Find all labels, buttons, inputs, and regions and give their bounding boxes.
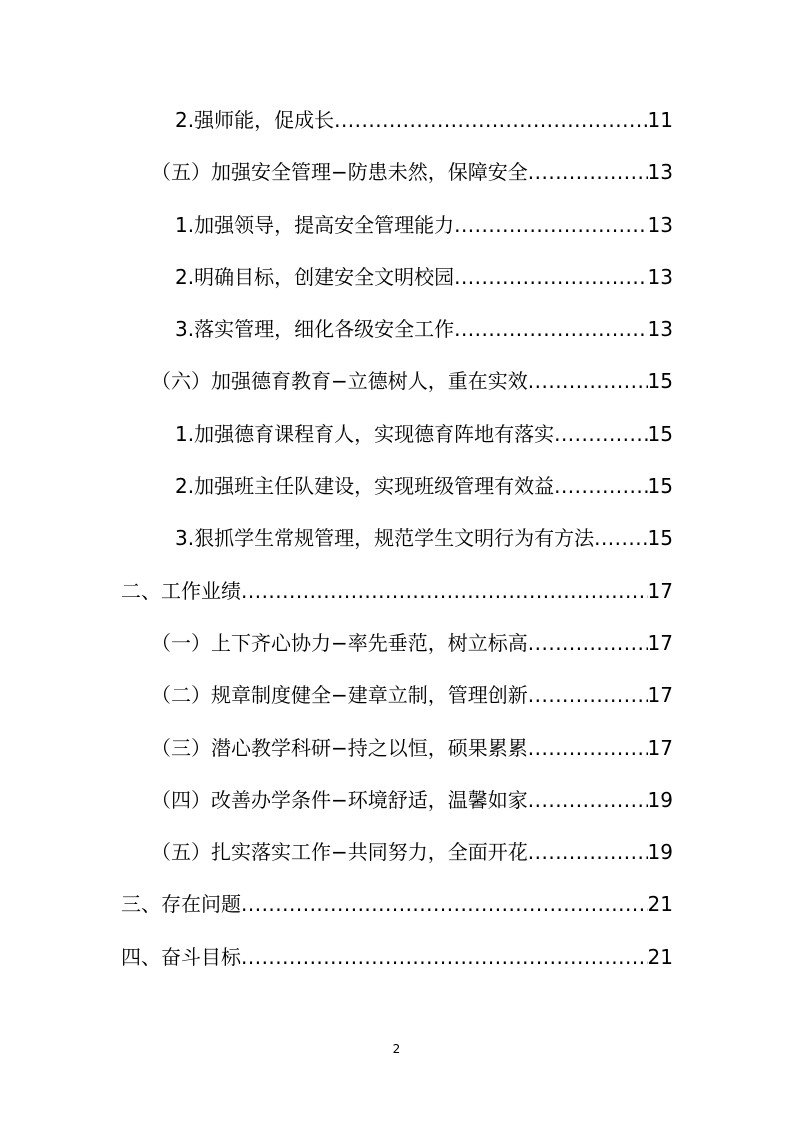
toc-dot-leader — [454, 315, 647, 343]
toc-dot-leader — [241, 890, 648, 918]
toc-entry-page: 17 — [647, 683, 673, 708]
toc-entry[interactable] — [0, 459, 793, 511]
toc-entry[interactable] — [0, 198, 793, 250]
toc-dot-leader — [554, 420, 647, 448]
toc-entry-title: （四）改善办学条件−环境舒适，温馨如家 — [151, 787, 528, 812]
toc-entry-page: 17 — [647, 735, 673, 760]
toc-entry-page: 11 — [647, 108, 673, 132]
table-of-contents — [0, 93, 793, 982]
toc-entry[interactable] — [0, 877, 793, 929]
toc-entry-page: 17 — [647, 630, 673, 655]
toc-entry-page: 15 — [647, 369, 673, 394]
toc-entry-page: 21 — [647, 892, 673, 917]
toc-entry[interactable] — [0, 302, 793, 354]
toc-entry-page: 15 — [647, 526, 673, 551]
toc-dot-leader — [454, 211, 647, 239]
toc-entry-page: 19 — [647, 787, 673, 812]
toc-entry[interactable] — [0, 930, 793, 982]
toc-entry-page: 17 — [647, 578, 673, 603]
toc-entry-page: 13 — [647, 212, 673, 237]
toc-entry-title: 四、奋斗目标 — [121, 944, 241, 969]
toc-entry[interactable] — [0, 93, 793, 145]
toc-entry-title: 2.明确目标，创建安全文明校园 — [175, 264, 455, 289]
toc-dot-leader — [334, 106, 647, 134]
toc-entry[interactable] — [0, 145, 793, 197]
toc-dot-leader — [454, 263, 647, 291]
toc-entry[interactable] — [0, 511, 793, 563]
toc-dot-leader — [241, 577, 648, 605]
toc-entry-page: 15 — [647, 421, 673, 446]
toc-entry[interactable] — [0, 668, 793, 720]
toc-entry[interactable] — [0, 721, 793, 773]
toc-dot-leader — [528, 629, 648, 657]
toc-entry[interactable] — [0, 354, 793, 406]
toc-entry[interactable] — [0, 825, 793, 877]
toc-entry-page: 13 — [647, 160, 673, 185]
toc-dot-leader — [554, 472, 647, 500]
toc-entry[interactable] — [0, 250, 793, 302]
toc-entry-title: 三、存在问题 — [121, 892, 241, 917]
toc-entry[interactable] — [0, 773, 793, 825]
toc-entry-title: 2.加强班主任队建设，实现班级管理有效益 — [175, 474, 555, 499]
toc-entry-title: （五）加强安全管理−防患未然，保障安全 — [151, 160, 528, 185]
toc-entry-page: 15 — [647, 474, 673, 499]
toc-entry-page: 13 — [647, 264, 673, 289]
toc-entry-title: 1.加强德育课程育人，实现德育阵地有落实 — [175, 421, 555, 446]
toc-entry-title: 2.强师能，促成长 — [175, 108, 335, 132]
page-number: 2 — [392, 1042, 401, 1056]
toc-entry-title: 3.狠抓学生常规管理，规范学生文明行为有方法 — [175, 526, 595, 551]
toc-entry-title: （三）潜心教学科研−持之以恒，硕果累累 — [151, 735, 528, 760]
toc-dot-leader — [528, 158, 648, 186]
toc-entry-title: （一）上下齐心协力−率先垂范，树立标高 — [151, 630, 528, 655]
toc-dot-leader — [241, 943, 648, 971]
toc-dot-leader — [528, 786, 648, 814]
toc-entry-title: （二）规章制度健全−建章立制，管理创新 — [151, 683, 528, 708]
toc-entry-page: 19 — [647, 840, 673, 865]
toc-entry[interactable] — [0, 407, 793, 459]
toc-dot-leader — [528, 734, 648, 762]
toc-dot-leader — [594, 524, 647, 552]
toc-entry-title: 3.落实管理，细化各级安全工作 — [175, 317, 455, 342]
toc-entry-title: （六）加强德育教育−立德树人，重在实效 — [151, 369, 528, 394]
toc-dot-leader — [528, 681, 648, 709]
toc-entry-title: 1.加强领导，提高安全管理能力 — [175, 212, 455, 237]
toc-entry-title: 二、工作业绩 — [121, 578, 241, 603]
toc-entry[interactable] — [0, 616, 793, 668]
toc-dot-leader — [528, 367, 648, 395]
toc-dot-leader — [528, 838, 648, 866]
toc-entry[interactable] — [0, 564, 793, 616]
toc-entry-page: 21 — [647, 944, 673, 969]
toc-entry-title: （五）扎实落实工作−共同努力，全面开花 — [151, 840, 528, 865]
toc-entry-page: 13 — [647, 317, 673, 342]
